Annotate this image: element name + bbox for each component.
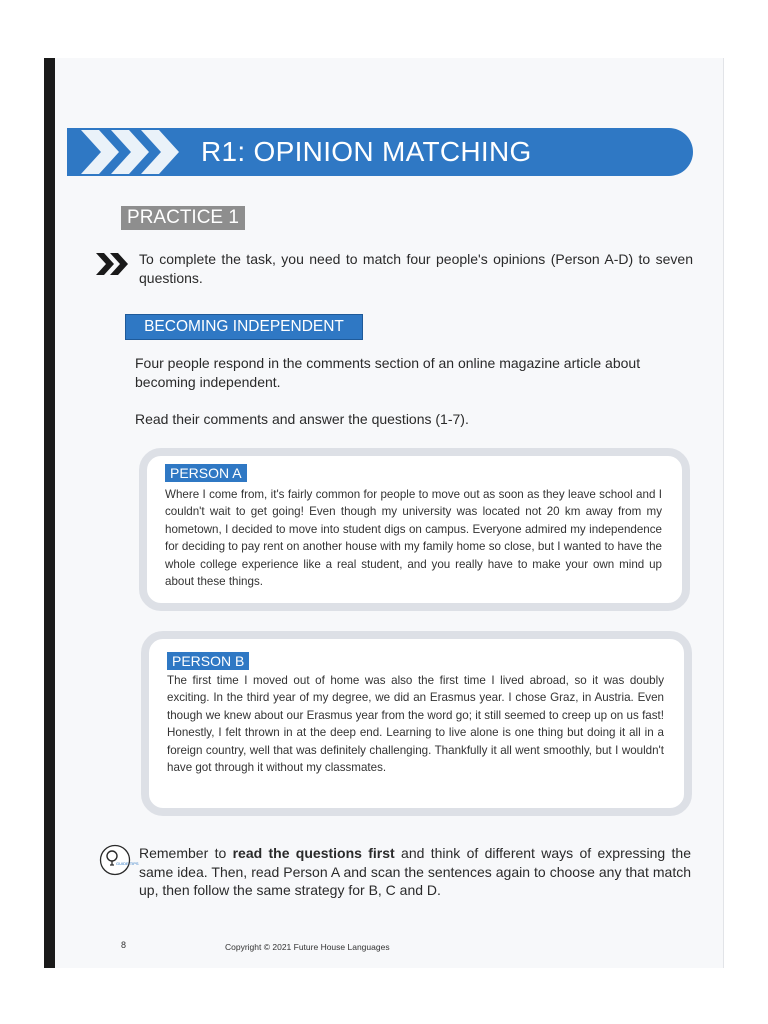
task-instruction: To complete the task, you need to match four people's opinions (Person A-D) to seven questions. [139, 251, 693, 286]
person-a-label: PERSON A [165, 464, 247, 482]
tip-emphasis: read the questions first [232, 845, 395, 861]
instruction-paragraph: Read their comments and answer the questions (1-7). [135, 411, 469, 427]
person-b-label: PERSON B [167, 652, 249, 670]
copyright-notice: Copyright © 2021 Future House Languages [225, 942, 390, 952]
page-title: R1: OPINION MATCHING [201, 136, 532, 167]
section-heading: BECOMING INDEPENDENT [125, 314, 363, 340]
practice-label: PRACTICE 1 [121, 206, 245, 230]
tip-text-start: Remember to [139, 845, 233, 861]
svg-text:GUIDE TIPS: GUIDE TIPS [116, 861, 139, 866]
person-a-comment: Where I come from, it's fairly common for people to move out as soon as they leave school and I couldn't wait to get going! Even though my university was located not 20 km away from my hometown, I decided to move into student digs on campus. Everyone admired my independence for deciding to pay rent on another house with my family home so close, but I wanted to have the whole college experience like a real student, and you really have to make your own mind up about these things. [165, 488, 662, 589]
scan-edge [44, 58, 55, 968]
guide-tips-icon [99, 844, 139, 876]
person-b-comment: The first time I moved out of home was also the first time I lived abroad, so it was doubly exciting. In the third year of my degree, we did an Erasmus year. I chose Graz, in Austria. Even though we knew about our Erasmus year from the word go; it still seemed to creep up on us fast! Honestly, I felt thrown in at the deep end. Learning to live alone is one thing but doing it all in a foreign country, well that was definitely challenging. Thankfully it all went smoothly, but I wouldn't have got through it without my classmates. [167, 674, 664, 775]
context-paragraph: Four people respond in the comments section of an online magazine article about becoming independent. [135, 355, 641, 390]
person-a-card [139, 448, 690, 611]
page-number: 8 [121, 940, 127, 950]
guide-tip-text [139, 844, 691, 900]
title-banner [67, 128, 693, 176]
tip-text-end: and think of different ways of expressing the same idea. Then, read Person A and scan the sentences again to choose any that match up, then follow the same strategy for B, C and D. [139, 845, 691, 898]
double-chevron-icon [96, 253, 130, 275]
workbook-page [55, 58, 724, 968]
person-b-card [141, 631, 692, 816]
